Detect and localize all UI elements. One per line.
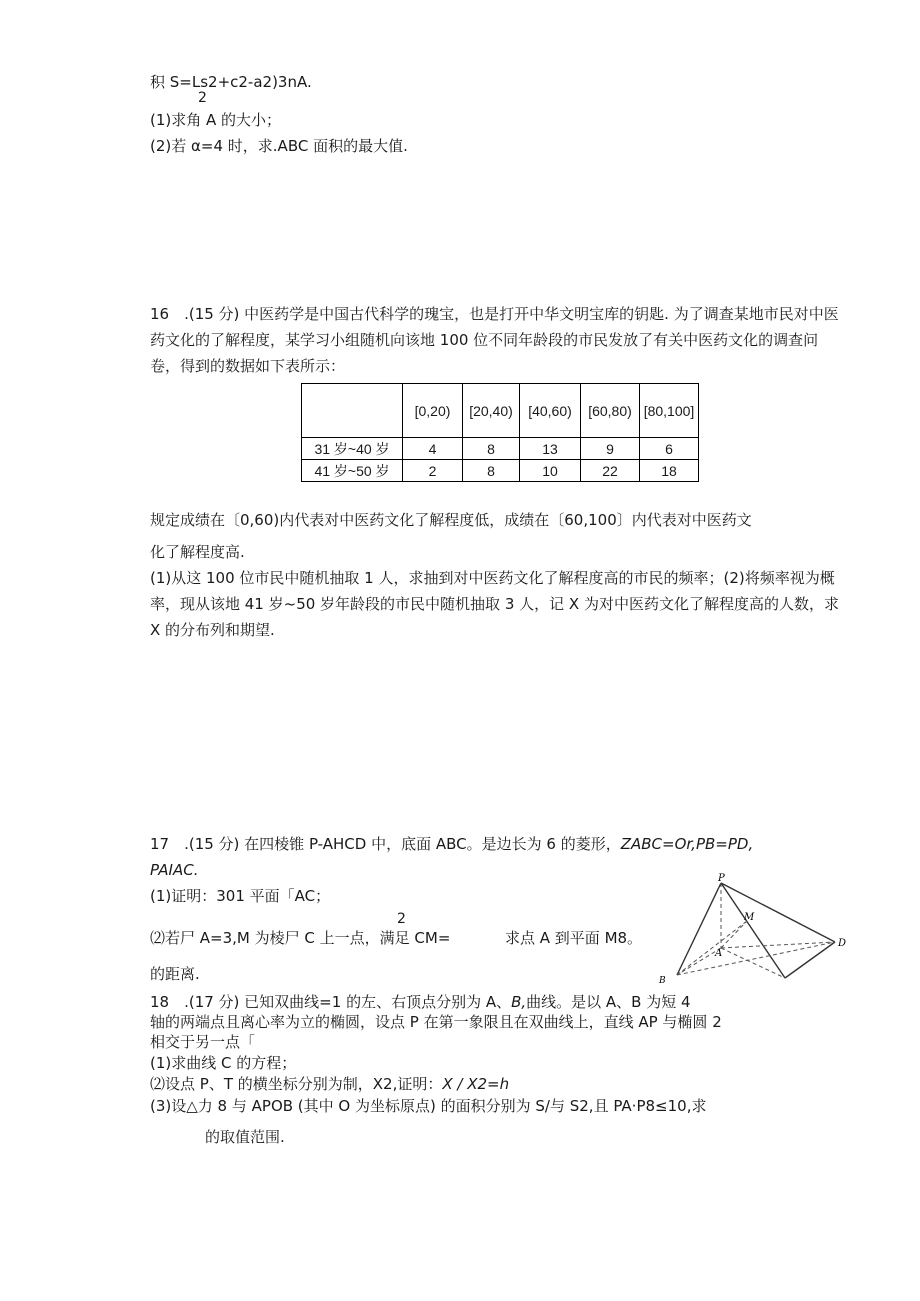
table-header-cell: [0,20) <box>403 384 463 438</box>
q16-line2: 药文化的了解程度，某学习小组随机向该地 100 位不同年龄段的市民发放了有关中医药文化的调查问 <box>150 331 819 349</box>
table-header-row <box>302 384 699 438</box>
table-cell: 6 <box>640 438 699 460</box>
q16-rule2: 化了解程度高. <box>150 543 245 561</box>
table-cell: 13 <box>520 438 581 460</box>
q18-line3: 相交于另一点「 <box>150 1033 256 1051</box>
q17-part2b: 求点 A 到平面 M8。 <box>505 929 643 947</box>
q18-line1-rest: 曲线。是以 A、B 为短 4 <box>526 993 691 1011</box>
q18-line1 <box>150 992 691 1012</box>
q15-frac-denominator: 2 <box>198 90 207 106</box>
table-cell: 31 岁~40 岁 <box>302 438 403 460</box>
q18-part2-text: ⑵设点 P、T 的横坐标分别为制，X2,证明： <box>150 1075 443 1093</box>
table-cell: 8 <box>463 460 520 482</box>
q15-part2: (2)若 α=4 时，求.ABC 面积的最大值. <box>150 137 408 155</box>
label-d: D <box>838 938 847 949</box>
table-header-cell: [20,40) <box>463 384 520 438</box>
q17-line1 <box>150 834 753 854</box>
label-p: P <box>718 873 725 884</box>
q18-part3b: 的取值范围. <box>205 1128 285 1146</box>
q16-line3: 卷，得到的数据如下表所示： <box>150 357 346 375</box>
q18-part2-italic: X / X2=h <box>442 1075 510 1093</box>
q17-part1: (1)证明：301 平面「AC； <box>150 887 331 905</box>
q16-part3: X 的分布列和期望. <box>150 621 275 639</box>
q18-part3: (3)设△力 8 与 APOB (其中 O 为坐标原点) 的面积分别为 S/与 S2,且 PA·P8≤10,求 <box>150 1097 707 1115</box>
q17-part2a: ⑵若尸 A=3,M 为棱尸 C 上一点，满足 CM= <box>150 929 451 947</box>
q18-part1: (1)求曲线 C 的方程； <box>150 1054 297 1072</box>
table-header-cell: [40,60) <box>520 384 581 438</box>
q18-part2 <box>150 1074 509 1094</box>
table-header-cell: [80,100] <box>640 384 699 438</box>
table-cell: 9 <box>581 438 640 460</box>
table-cell: 41 岁~50 岁 <box>302 460 403 482</box>
q16-data-table <box>301 383 699 482</box>
q15-part1: (1)求角 A 的大小； <box>150 111 282 129</box>
table-cell: 22 <box>581 460 640 482</box>
q18-line1-italic: B, <box>511 993 527 1011</box>
table-header-cell: [60,80) <box>581 384 640 438</box>
table-header-cell <box>302 384 403 438</box>
table-cell: 10 <box>520 460 581 482</box>
q17-part2c: 的距离. <box>150 965 200 983</box>
table-row <box>302 460 699 482</box>
q17-line2: PAIAC. <box>150 861 199 879</box>
q18-line2: 轴的两端点且离心率为立的椭圆，设点 P 在第一象限且在双曲线上，直线 AP 与椭圆 2 <box>150 1013 722 1031</box>
label-m: M <box>744 912 755 923</box>
q17-line1-italic: ZABC=Or,PB=PD, <box>620 835 754 853</box>
table-cell: 4 <box>403 438 463 460</box>
pyramid-figure <box>655 870 855 985</box>
q18-line1-text: 18 .(17 分) 已知双曲线=1 的左、右顶点分别为 A、 <box>150 993 512 1011</box>
table-cell: 8 <box>463 438 520 460</box>
label-a: A <box>715 948 723 959</box>
table-cell: 2 <box>403 460 463 482</box>
q17-line1-text: 17 .(15 分) 在四棱锥 P-AHCD 中，底面 ABC。是边长为 6 的菱形， <box>150 835 621 853</box>
q16-part2: 率，现从该地 41 岁~50 岁年龄段的市民中随机抽取 3 人，记 X 为对中医药文化了解程度高的人数，求 <box>150 595 839 613</box>
q16-part1: (1)从这 100 位市民中随机抽取 1 人，求抽到对中医药文化了解程度高的市民的频率；(2)将频率视为概 <box>150 569 835 587</box>
q17-frac-numerator: 2 <box>397 911 406 927</box>
q16-line1: 16 .(15 分) 中医药学是中国古代科学的瑰宝，也是打开中华文明宝库的钥匙. 为了调查某地市民对中医 <box>150 305 839 323</box>
q15-area-formula: 积 S=Ls2+c2-a2)3nA. <box>150 73 312 91</box>
q16-rule1: 规定成绩在〔0,60)内代表对中医药文化了解程度低，成绩在〔60,100〕内代表对中医药文 <box>150 511 752 529</box>
table-cell: 18 <box>640 460 699 482</box>
label-b: B <box>659 976 666 985</box>
table-row <box>302 438 699 460</box>
